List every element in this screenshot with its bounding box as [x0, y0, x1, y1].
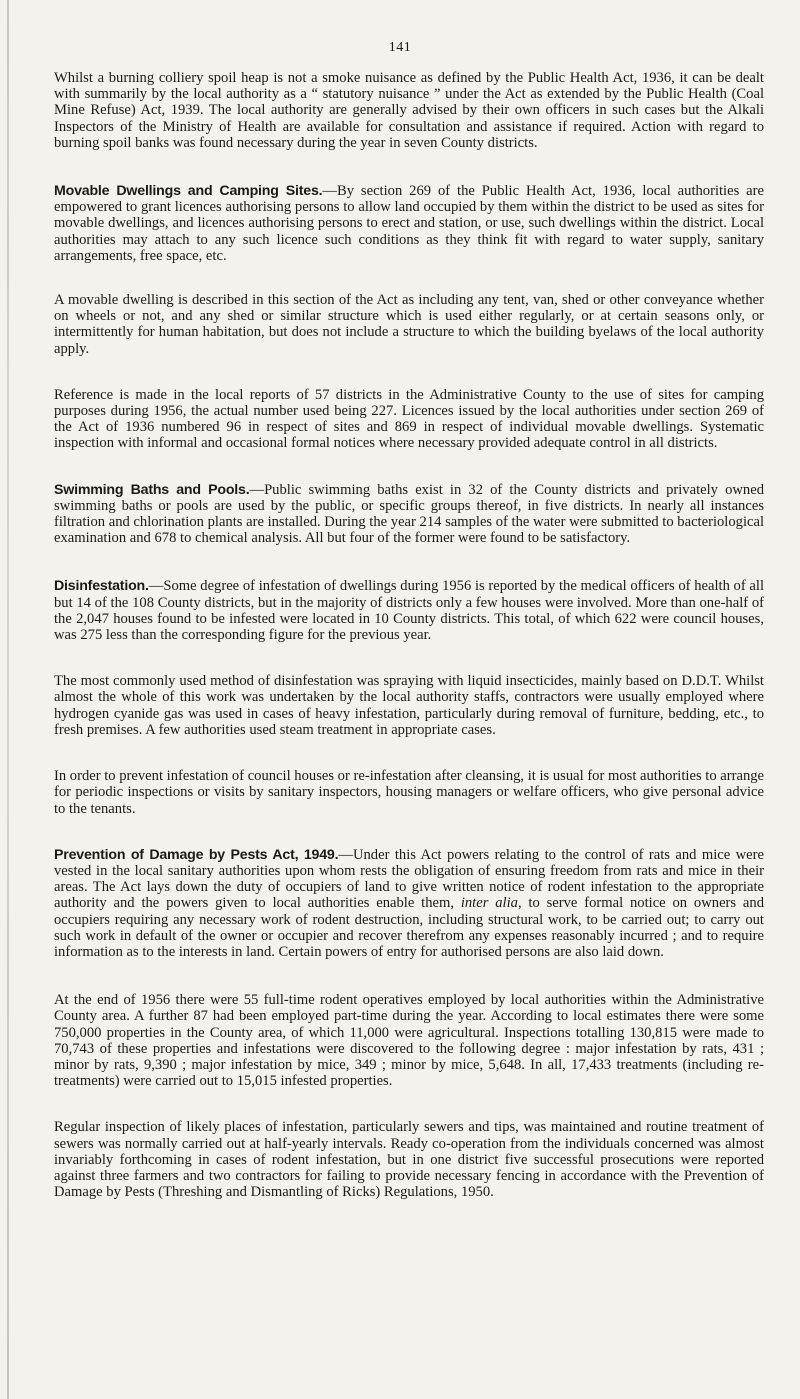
paragraph-text: —Some degree of infestation of dwellings during 1956 is reported by the medical officers of health of all but 14 of the 108 County districts, but in the majority of districts only a few houses were involved. More than one-half of the 2,047 houses found to be infested were located in 10 County districts. This total, of which 622 were council houses, was 275 less than the corresponding figure for the previous year. [54, 578, 764, 644]
page-margin-edge [7, 0, 9, 1399]
paragraph-disinfestation [54, 578, 764, 643]
page-body [54, 70, 764, 1200]
paragraph-text: Whilst a burning colliery spoil heap is not a smoke nuisance as defined by the Public Health Act, 1936, it can be dealt with summarily by the local authority as a “ statutory nuisance ” under the Act as extended by the Public Health (Coal Mine Refuse) Act, 1939. The local authority are generally advised by their own officers in such cases but the Alkali Inspectors of the Ministry of Health are available for consultation and assistance if required. Action with regard to burning spoil banks was found necessary during the year in seven County districts. [54, 70, 764, 151]
section-heading-movable-dwellings: Movable Dwellings and Camping Sites. [54, 183, 323, 200]
paragraph-text: A movable dwelling is described in this section of the Act as including any tent, van, shed or other conveyance whether on wheels or not, and any shed or similar structure which is used either regularly, or at certain seasons only, or intermittently for human habitation, but does not include a structure to which the building byelaws of the local authority apply. [54, 292, 764, 357]
paragraph-swimming-baths [54, 482, 764, 547]
paragraph-disinfestation-methods [54, 673, 764, 738]
section-heading-swimming-baths: Swimming Baths and Pools. [54, 481, 250, 498]
paragraph-text: Reference is made in the local reports of 57 districts in the Administrative County to the use of sites for camping purposes during 1956, the actual number used being 227. Licences issued by the local authorities under section 269 of the Act of 1936 numbered 96 in respect of sites and 869 in respect of individual movable dwellings. Systematic inspection with informal and occasional formal notices where necessary provided adequate control in all districts. [54, 386, 764, 452]
section-heading-prevention-of-damage: Prevention of Damage by Pests Act, 1949. [54, 846, 339, 863]
paragraph-regular-inspection [54, 1119, 764, 1200]
paragraph-text: —Under this Act powers relating to the control of rats and mice were vested in the local sanitary authorities upon whom rests the obligation of ensuring freedom from rats and mice in their areas. The Act lays down the duty of occupiers of land to give written notice of rodent infestation to the appropriate authority and the powers given to local authorities enable them, [54, 846, 764, 912]
page-number: 141 [388, 40, 412, 55]
paragraph-text: —Public swimming baths exist in 32 of the County districts and privately owned swimming baths or pools are used by the public, or specific groups thereof, in five districts. In nearly all instances filtration and chlorination plants are installed. During the year 214 samples of the water were submitted to bacteriological examination and 678 to chemical analysis. All but four of the former were found to be satisfactory. [54, 481, 765, 547]
paragraph-text: —By section 269 of the Public Health Act, 1936, local authorities are empowered to grant licences authorising persons to allow land occupied by them within the district to be used as sites for movable dwellings, and licences authorising persons to erect and station, or use, such dwellings within the district. Local authorities may attach to any such licence such conditions as they think fit with regard to water supply, sanitary arrangements, free space, etc. [54, 183, 764, 264]
paragraph-rodent-operatives [54, 992, 764, 1089]
paragraph-movable-dwellings [54, 183, 764, 264]
paragraph-movable-dwelling-definition [54, 292, 764, 357]
paragraph-text: In order to prevent infestation of council houses or re-infestation after cleansing, it is usual for most authorities to arrange for periodic inspections or visits by sanitary inspectors, housing managers or welfare officers, who give personal advice to the tenants. [54, 768, 765, 817]
paragraph-council-house-inspections [54, 768, 764, 817]
paragraph-prevention-of-damage-act [54, 847, 764, 960]
paragraph-text: The most commonly used method of disinfestation was spraying with liquid insecticides, mainly based on D.D.T. Whilst almost the whole of this work was undertaken by the local authority staffs, contractors were usually employed where hydrogen cyanide gas was used in cases of heavy infestation, particularly during removal of furniture, bedding, etc., to fresh premises. A few authorities used steam treatment in appropriate cases. [54, 673, 764, 738]
paragraph-text: Regular inspection of likely places of infestation, particularly sewers and tips, was maintained and routine treatment of sewers was normally carried out at half-yearly intervals. Ready co-operation from the individuals concerned was almost invariably forthcoming in cases of rodent infestation, but in one district five successful prosecutions were reported against three farmers and two contractors for failing to provide necessary fencing in accordance with the Prevention of Damage by Pests (Threshing and Dismantling of Ricks) Regulations, 1950. [54, 1119, 764, 1201]
paragraph-text-continued: , to serve formal notice on owners and occupiers requiring any necessary work of rodent destruction, including structural work, to be carried out; to carry out such work in default of the owner or occupier and recover therefrom any expenses reasonably incurred ; and to require information as to the interests in land. Certain powers of entry for authorised persons are also laid down. [54, 895, 765, 960]
paragraph-camping-sites-licences [54, 387, 764, 452]
paragraph-burning-spoil-heaps [54, 70, 764, 151]
italic-phrase: inter alia [460, 895, 518, 912]
paragraph-text: At the end of 1956 there were 55 full-time rodent operatives employed by local authorities within the Administrative County area. A further 87 had been employed part-time during the year. According to local estimates there were some 750,000 properties in the County area, of which 11,000 were agricultural. Inspections totalling 130,815 were made to 70,743 of these properties and infestations were discovered to the following degree : major infestation by rats, 431 ; minor by rats, 9,390 ; major infestation by mice, 349 ; minor by mice, 5,648. In all, 17,433 treatments (including re-treatments) were carried out to 15,015 infested properties. [54, 992, 764, 1090]
section-heading-disinfestation: Disinfestation. [54, 578, 149, 595]
